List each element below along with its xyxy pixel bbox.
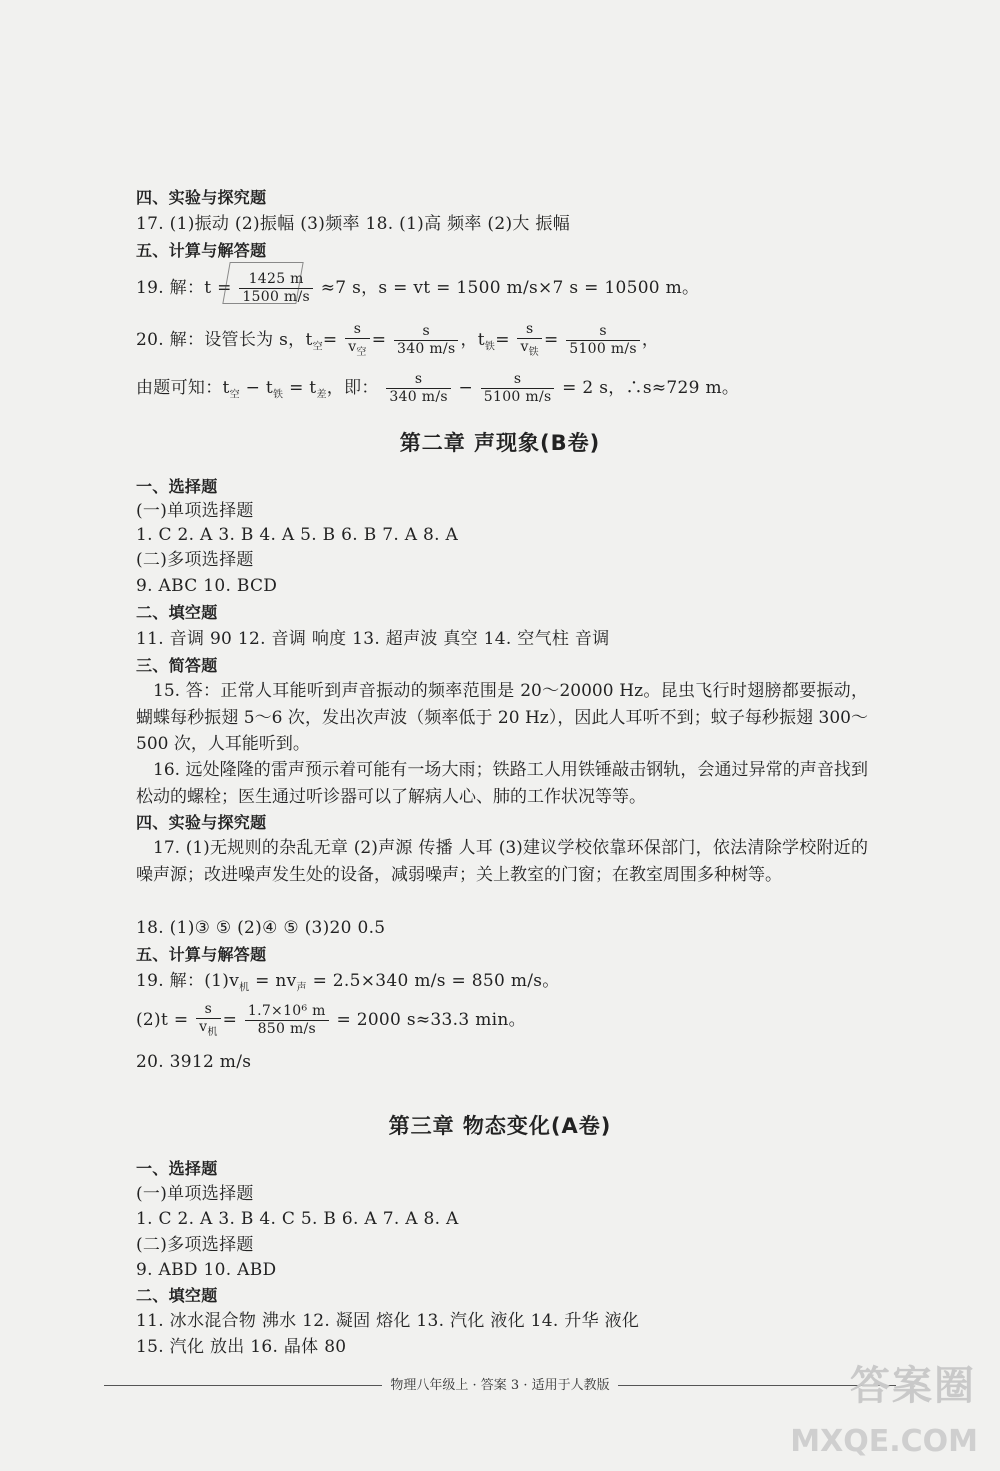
section-heading: 四、实验与探究题 bbox=[136, 188, 267, 207]
fraction-numerator: s bbox=[386, 371, 450, 389]
fraction bbox=[566, 323, 640, 358]
q20-text: 由题可知：t bbox=[136, 378, 230, 398]
q19-text: = 2.5×340 m/s = 850 m/s。 bbox=[306, 971, 560, 991]
v-symbol: v bbox=[348, 338, 357, 355]
answer-line: 9. ABD 10. ABD bbox=[136, 1260, 277, 1280]
answer-line: 18. (1)③ ⑤ (2)④ ⑤ (3)20 0.5 bbox=[136, 918, 386, 938]
q19-text: = nv bbox=[249, 971, 297, 991]
fraction-denominator: 340 m/s bbox=[396, 341, 456, 357]
footer-label: 物理八年级上 · 答案 3 · 适用于人教版 bbox=[382, 1378, 617, 1393]
q20-text: 20. 解：设管长为 s，t bbox=[136, 330, 313, 350]
answer-line: 1. C 2. A 3. B 4. C 5. B 6. A 7. A 8. A bbox=[136, 1209, 459, 1229]
answer-line-q20b bbox=[136, 368, 739, 415]
watermark-logo: 答案圈 bbox=[850, 1363, 976, 1409]
comma: ， bbox=[641, 330, 660, 350]
answer-line-q19 bbox=[136, 268, 699, 308]
section-heading: 一、选择题 bbox=[136, 477, 218, 496]
section-heading: 二、填空题 bbox=[136, 1286, 218, 1305]
fraction-denominator: 340 m/s bbox=[389, 389, 448, 405]
fraction-denominator bbox=[345, 339, 370, 361]
chapter-title: 第二章 声现象(B卷) bbox=[399, 431, 601, 455]
answer-line-q20 bbox=[136, 320, 659, 367]
fraction-numerator: 1.7×10⁶ m bbox=[245, 1003, 329, 1021]
equals: = bbox=[371, 330, 387, 350]
handwritten-scribble bbox=[222, 262, 303, 304]
fraction-denominator: 850 m/s bbox=[257, 1021, 317, 1037]
answer-line: 11. 音调 90 12. 音调 响度 13. 超声波 真空 14. 空气柱 音调 bbox=[136, 629, 610, 649]
answer-line: 15. 汽化 放出 16. 晶体 80 bbox=[136, 1337, 347, 1357]
subsection-heading: (一)单项选择题 bbox=[136, 501, 254, 521]
subscript: 空 bbox=[356, 346, 367, 358]
section-heading: 四、实验与探究题 bbox=[136, 813, 267, 832]
answer-line: 1. C 2. A 3. B 4. A 5. B 6. B 7. A 8. A bbox=[136, 525, 459, 545]
q19-result: = 2000 s≈33.3 min。 bbox=[330, 1010, 526, 1030]
subscript: 机 bbox=[207, 1026, 218, 1038]
subsection-heading: (二)多项选择题 bbox=[136, 550, 254, 570]
subscript: 声 bbox=[296, 982, 307, 994]
fraction-denominator bbox=[196, 1019, 221, 1041]
answer-line: 17. (1)振动 (2)振幅 (3)频率 18. (1)高 频率 (2)大 振幅 bbox=[136, 214, 571, 234]
fraction bbox=[394, 323, 458, 358]
fraction-numerator: s bbox=[394, 323, 458, 341]
subscript: 空 bbox=[229, 389, 240, 401]
q20-text: ，即： bbox=[326, 378, 379, 398]
equals: = bbox=[495, 330, 510, 350]
fraction-numerator: s bbox=[196, 1001, 221, 1019]
section-heading: 二、填空题 bbox=[136, 603, 218, 622]
fraction bbox=[245, 1003, 329, 1038]
v-symbol: v bbox=[520, 338, 529, 355]
fraction bbox=[517, 321, 542, 361]
answer-line: 20. 3912 m/s bbox=[136, 1052, 252, 1072]
fraction bbox=[481, 371, 555, 406]
subsection-heading: (一)单项选择题 bbox=[136, 1184, 254, 1204]
subscript: 空 bbox=[312, 341, 323, 353]
fraction-denominator: 5100 m/s bbox=[569, 341, 637, 357]
subscript: 铁 bbox=[484, 341, 496, 353]
subscript: 机 bbox=[239, 982, 250, 994]
q19-result: ≈7 s，s = vt = 1500 m/s×7 s = 10500 m。 bbox=[320, 278, 700, 298]
fraction bbox=[196, 1001, 221, 1041]
fraction bbox=[386, 371, 450, 406]
q19-text: 19. 解：t = bbox=[136, 278, 232, 298]
q19-text: 19. 解：(1)v bbox=[136, 971, 240, 991]
section-heading: 三、简答题 bbox=[136, 656, 218, 675]
fraction bbox=[345, 321, 370, 361]
subsection-heading: (二)多项选择题 bbox=[136, 1235, 254, 1255]
answer-line: 11. 冰水混合物 沸水 12. 凝固 熔化 13. 汽化 液化 14. 升华 液化 bbox=[136, 1311, 640, 1331]
fraction-denominator bbox=[517, 339, 542, 361]
fraction-numerator: 1425 m bbox=[239, 271, 313, 289]
fraction-numerator: s bbox=[481, 371, 555, 389]
minus: − bbox=[452, 378, 479, 398]
section-heading: 五、计算与解答题 bbox=[136, 945, 267, 964]
fraction-numerator: s bbox=[566, 323, 640, 341]
equals: = bbox=[322, 330, 338, 350]
chapter-title: 第三章 物态变化(A卷) bbox=[388, 1114, 612, 1138]
subscript: 差 bbox=[316, 389, 327, 401]
q20-text: = t bbox=[283, 378, 317, 398]
subscript: 铁 bbox=[273, 389, 284, 401]
watermark-site: MXQE.COM bbox=[790, 1424, 978, 1459]
q19-text: (2)t = bbox=[136, 1010, 189, 1030]
v-symbol: v bbox=[199, 1018, 208, 1035]
answer-line-q19b bbox=[136, 970, 560, 999]
fraction-numerator: s bbox=[517, 321, 542, 339]
section-heading: 五、计算与解答题 bbox=[136, 241, 267, 260]
equals: = bbox=[222, 1010, 238, 1030]
fraction-denominator: 1500 m/s bbox=[242, 289, 310, 305]
q20-text: ，t bbox=[460, 330, 485, 350]
answer-line-q19b2 bbox=[136, 1000, 526, 1040]
answer-line: 9. ABC 10. BCD bbox=[136, 576, 278, 596]
answer-paragraph-q16: 16. 远处隆隆的雷声预示着可能有一场大雨；铁路工人用铁锤敲击钢轨，会通过异常的声音找到松动的螺栓；医生通过听诊器可以了解病人心、肺的工作状况等等。 bbox=[136, 760, 868, 807]
section-heading: 一、选择题 bbox=[136, 1159, 218, 1178]
equals: = bbox=[543, 330, 559, 350]
fraction-denominator: 5100 m/s bbox=[483, 389, 552, 405]
answer-paragraph-q15: 15. 答：正常人耳能听到声音振动的频率范围是 20～20000 Hz。昆虫飞行时翅膀都要振动，蝴蝶每秒振翅 5～6 次，发出次声波（频率低于 20 Hz），因此人耳听不到；蚊子每秒振翅 300～500 次，人耳能听到。 bbox=[136, 681, 868, 754]
subscript: 铁 bbox=[528, 346, 539, 358]
answer-paragraph-q17: 17. (1)无规则的杂乱无章 (2)声源 传播 人耳 (3)建议学校依靠环保部门，依法清除学校附近的噪声源；改进噪声发生处的设备，减弱噪声；关上教室的门窗；在教室周围多种树等。 bbox=[136, 838, 868, 885]
fraction-numerator: s bbox=[345, 321, 370, 339]
q20-text: − t bbox=[239, 378, 274, 398]
q20-result: = 2 s，∴s≈729 m。 bbox=[556, 378, 740, 398]
